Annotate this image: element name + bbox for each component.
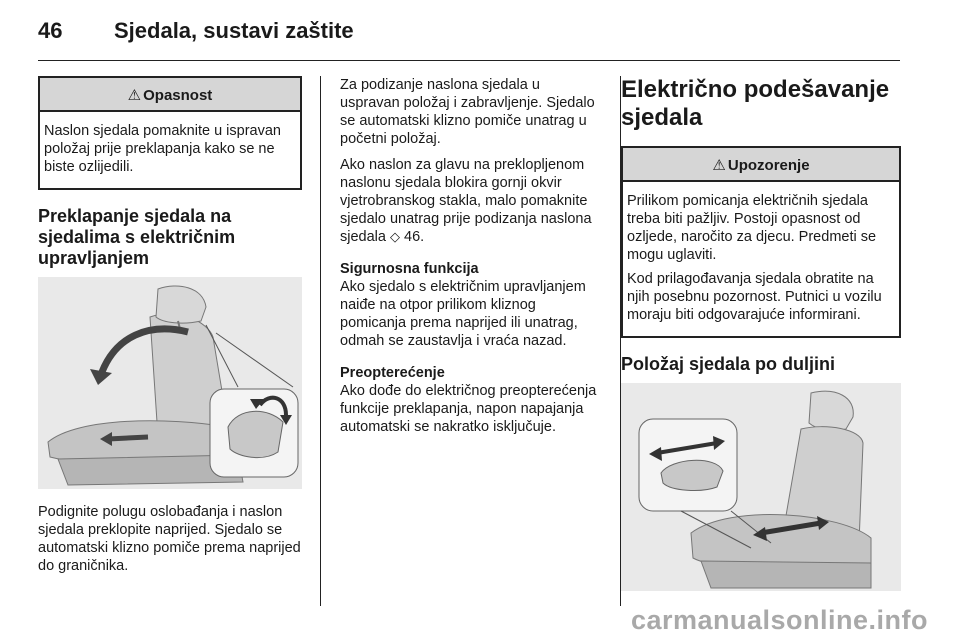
seat-slide-illustration xyxy=(621,383,901,591)
caution-title: Upozorenje xyxy=(727,157,810,174)
danger-text: Naslon sjedala pomaknite u ispravan položaj prije preklapanja kako se ne biste ozlijedili. xyxy=(44,123,281,175)
page-title: Sjedala, sustavi zaštite xyxy=(114,18,354,43)
safety-heading: Sigurnosna funkcija xyxy=(340,261,479,277)
header-rule xyxy=(38,60,900,61)
subsection-heading: Položaj sjedala po duljini xyxy=(621,354,836,374)
column-divider xyxy=(320,76,321,606)
page-header xyxy=(38,18,354,44)
caution-text-1: Prilikom pomicanja električnih sjedala treba biti pažljiv. Postoji opasnost od ozljede, naročito za djecu. Predmeti se mogu uglaviti. xyxy=(627,193,877,263)
overload-text: Ako dođe do električnog preopterećenja funkcije preklapanja, napon napajanja automatski se nakratko isključuje. xyxy=(340,383,597,435)
column-1 xyxy=(38,76,302,583)
page-reference[interactable]: 46. xyxy=(404,229,425,245)
paragraph-raise-backrest: Za podizanje naslona sjedala u uspravan položaj i zabravljenje. Sjedalo se automatski klizno pomiče unatrag u početni položaj. xyxy=(340,77,595,147)
section-heading: Preklapanje sjedala na sjedalima s električnim upravljanjem xyxy=(38,206,236,268)
page-reference-icon: ◇ xyxy=(389,229,400,244)
caution-text-2: Kod prilagođavanja sjedala obratite na njih posebnu pozornost. Putnici u vozilu moraju biti odgovarajuće informirani. xyxy=(627,271,882,323)
column-3 xyxy=(621,76,901,591)
safety-text: Ako sjedalo s električnim upravljanjem naiđe na otpor prilikom kliznog pomicanja prema naprijed ili unatrag, odmah se zaustavlja i vraća nazad. xyxy=(340,279,586,349)
watermark: carmanualsonline.info xyxy=(630,605,928,635)
headrest-text: Ako naslon za glavu na preklopljenom naslonu sjedala blokira gornji okvir vjetrobranskog stakla, malo pomaknite sjedalo unatrag prije podizanja naslona sjedala xyxy=(340,157,592,245)
seat-fold-illustration xyxy=(38,277,302,489)
warning-triangle-icon: ⚠ xyxy=(712,157,726,174)
section-title: Električno podešavanje sjedala xyxy=(621,76,890,131)
danger-title: Opasnost xyxy=(143,87,213,104)
caution-box-header xyxy=(623,148,899,182)
paragraph-headrest xyxy=(340,156,602,246)
figure-caption: Podignite polugu oslobađanja i naslon sjedala preklopite naprijed. Sjedalo se automatski klizno pomiče prema naprijed do graničnika. xyxy=(38,504,301,574)
overload-heading: Preopterećenje xyxy=(340,365,445,381)
warning-triangle-icon: ⚠ xyxy=(127,87,142,104)
danger-box xyxy=(38,76,302,190)
column-2 xyxy=(340,76,602,444)
danger-box-header xyxy=(40,78,300,112)
caution-box xyxy=(621,146,901,338)
page-number: 46 xyxy=(38,18,63,43)
